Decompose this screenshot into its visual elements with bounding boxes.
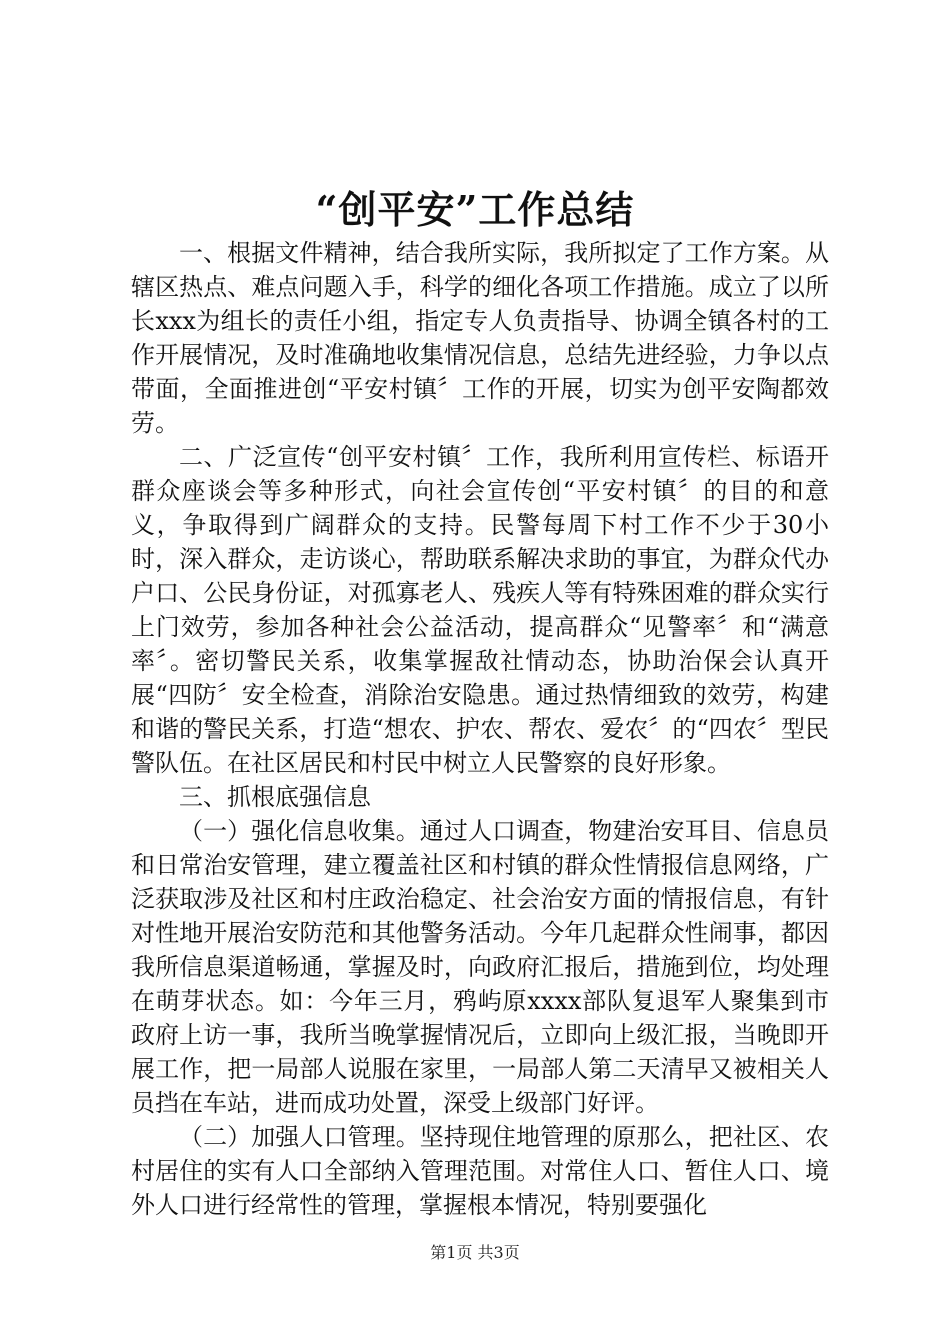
paragraph-1: 一、根据文件精神，结合我所实际，我所拟定了工作方案。从辖区热点、难点问题入手，科学的细化各项工作措施。成立了以所长xxx为组长的责任小组，指定专人负责指导、协调全镇各村的工作开展情况，及时准确地收集情况信息，总结先进经验，力争以点带面，全面推进创“平安村镇〞工作的开展，切实为创平安陶都效劳。	[131, 239, 829, 437]
page-total: 共3页	[477, 1243, 520, 1262]
paragraph-2: 二、广泛宣传“创平安村镇〞工作，我所利用宣传栏、标语开群众座谈会等多种形式，向社会宣传创“平安村镇〞的目的和意义，争取得到广阔群众的支持。民警每周下村工作不少于30小时，深入群众，走访谈心，帮助联系解决求助的事宜，为群众代办户口、公民身份证，对孤寡老人、残疾人等有特殊困难的群众实行上门效劳，参加各种社会公益活动，提高群众“见警率〞和“满意率〞。密切警民关系，收集掌握敌社情动态，协助治保会认真开展“四防〞安全检查，消除治安隐患。通过热情细致的效劳，构建和谐的警民关系，打造“想农、护农、帮农、爱农〞的“四农〞型民警队伍。在社区居民和村民中树立人民警察的良好形象。	[131, 443, 829, 777]
paragraph-4: （一）强化信息收集。通过人口调查，物建治安耳目、信息员和日常治安管理，建立覆盖社区和村镇的群众性情报信息网络，广泛获取涉及社区和村庄政治稳定、社会治安方面的情报信息，有针对性地开展治安防范和其他警务活动。今年几起群众性闹事，都因我所信息渠道畅通，掌握及时，向政府汇报后，措施到位，均处理在萌芽状态。如：今年三月，鸦屿原xxxx部队复退军人聚集到市政府上访一事，我所当晚掌握情况后，立即向上级汇报，当晚即开展工作，把一局部人说服在家里，一局部人第二天清早又被相关人员挡在车站，进而成功处置，深受上级部门好评。	[131, 817, 829, 1117]
paragraph-5: （二）加强人口管理。坚持现住地管理的原那么，把社区、农村居住的实有人口全部纳入管理范围。对常住人口、暂住人口、境外人口进行经常性的管理，掌握根本情况，特别要强化	[131, 1123, 829, 1219]
paragraph-3-heading: 三、抓根底强信息	[179, 783, 371, 811]
page-footer	[0, 1241, 950, 1265]
document-title: “创平安”工作总结	[315, 187, 635, 232]
page-number: 第1页	[430, 1243, 473, 1262]
document-body	[131, 236, 829, 1222]
